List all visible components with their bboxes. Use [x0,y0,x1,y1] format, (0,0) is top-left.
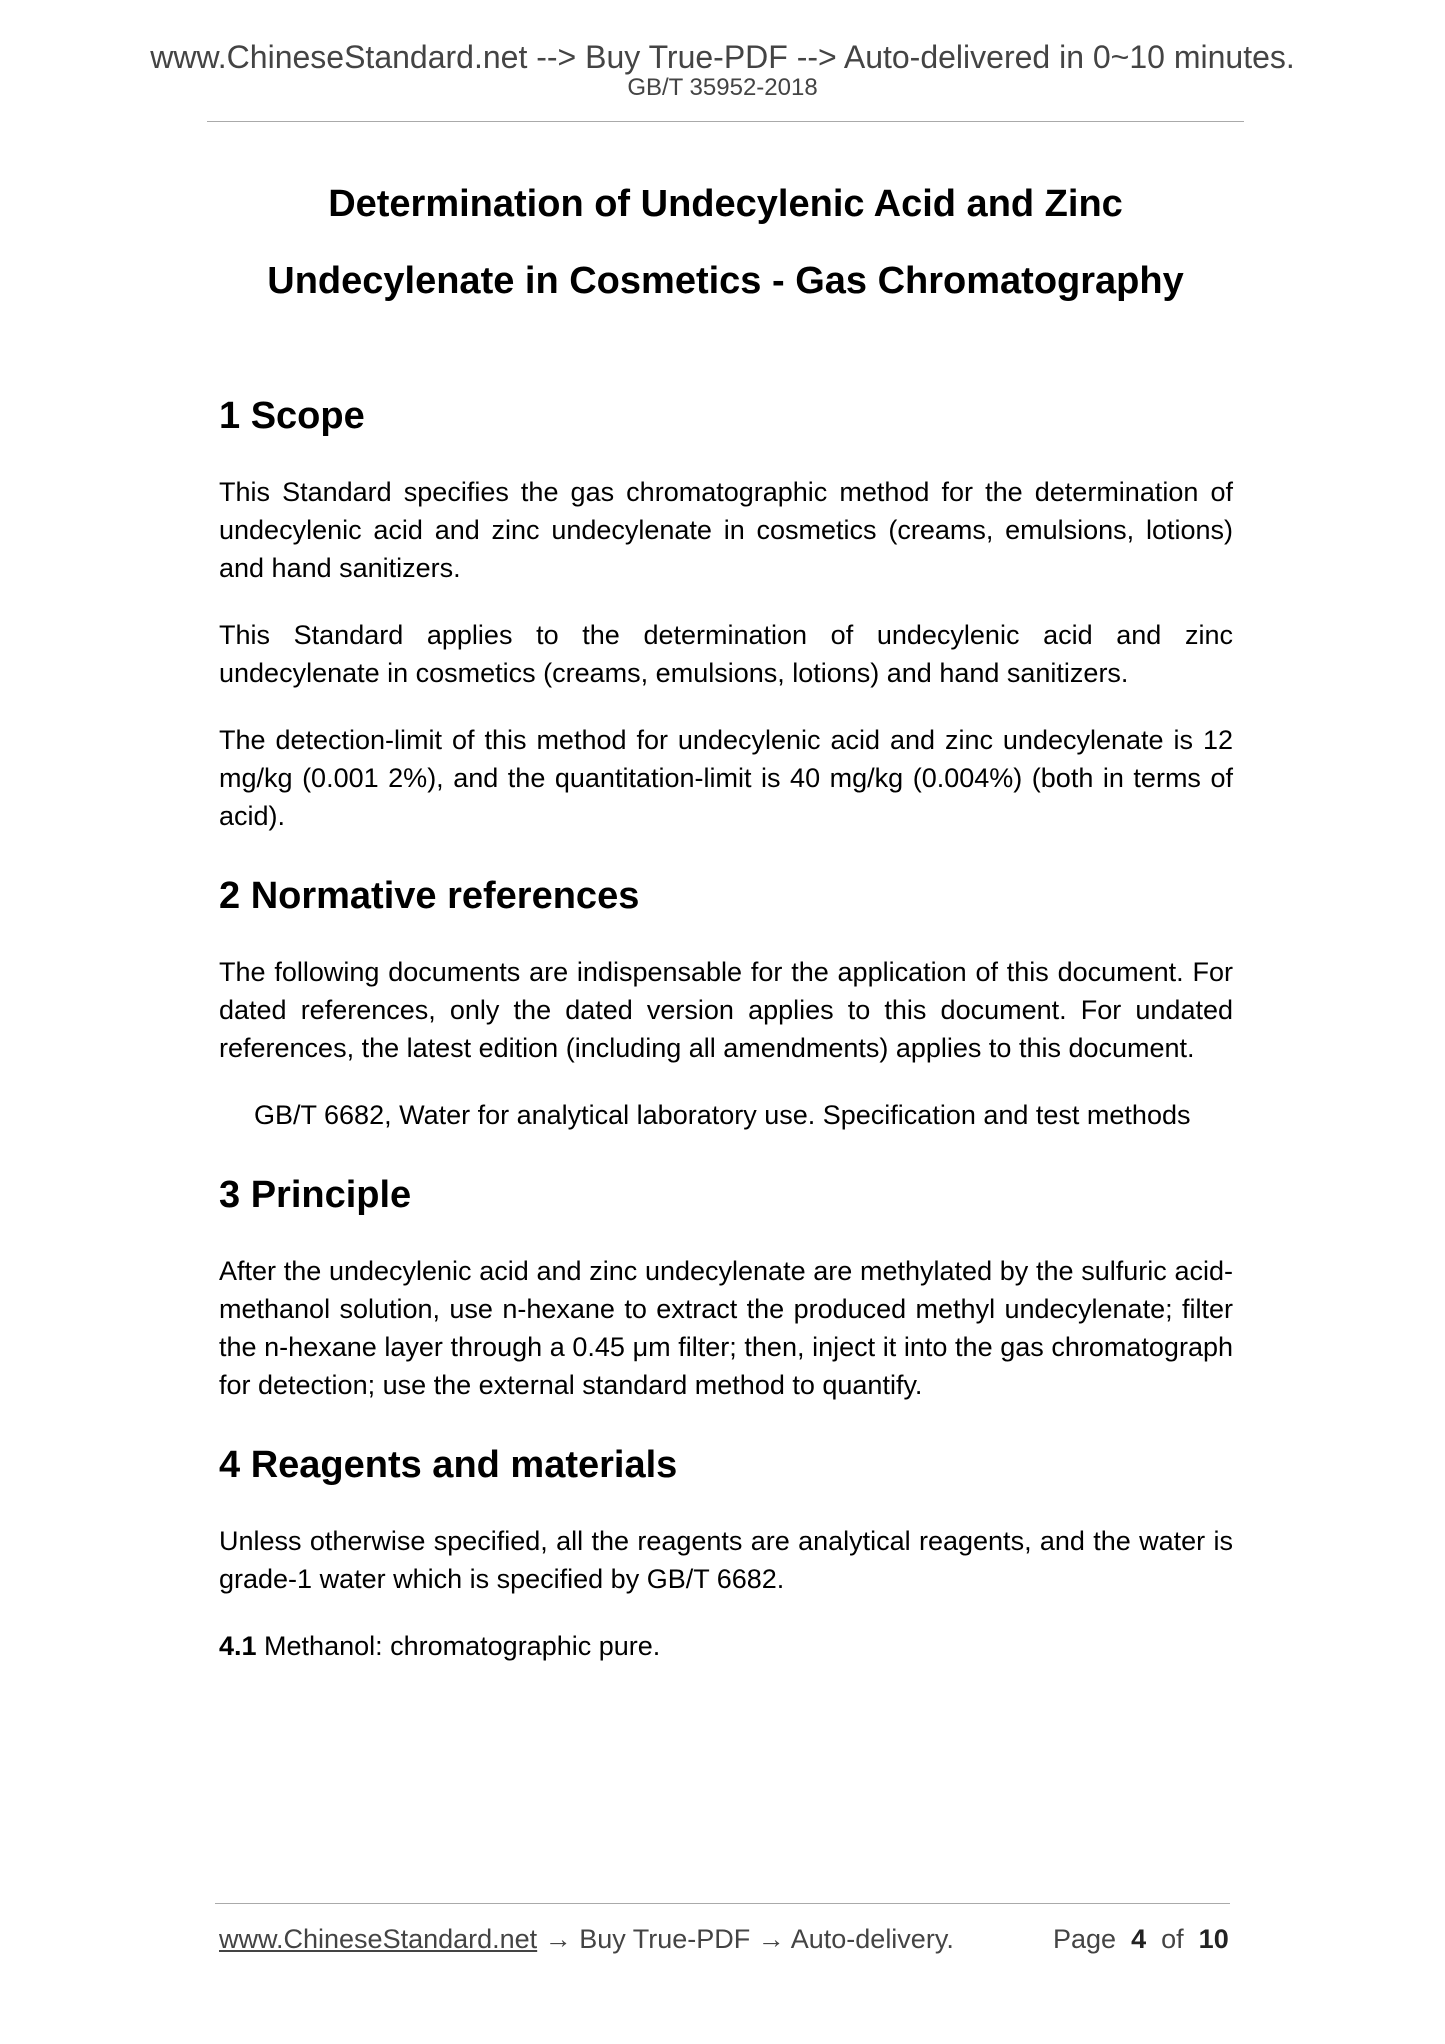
footer-website-link[interactable]: www.ChineseStandard.net [219,1924,538,1954]
scope-paragraph-2: This Standard applies to the determination of undecylenic acid and zinc undecylenate in cosmetics (creams, emulsions, lotions) and hand sanitizers. [219,620,1233,688]
standard-code: GB/T 35952-2018 [627,74,818,101]
scope-paragraph-3: The detection-limit of this method for undecylenic acid and zinc undecylenate is 12 mg/kg (0.001 2%), and the quantitation-limit is 40 mg/kg (0.004%) (both in terms of acid). [219,725,1233,831]
header-divider [207,121,1244,122]
footer-divider [215,1903,1230,1904]
page-indicator [1053,1922,1229,1956]
footer-promo [219,1922,954,1956]
section-normative-references [219,872,1233,1134]
of-label: of [1161,1924,1184,1954]
reagent-item-number: 4.1 [219,1631,257,1661]
section-scope [219,392,1233,835]
reagents-paragraph-1: Unless otherwise specified, all the reagents are analytical reagents, and the water is grade-1 water which is specified by GB/T 6682. [219,1526,1233,1594]
total-pages: 10 [1198,1924,1229,1954]
principle-paragraph-1: After the undecylenic acid and zinc undecylenate are methylated by the sulfuric acid-methanol solution, use n-hexane to extract the produced methyl undecylenate; filter the n-hexane layer through a 0.45 μm filter; then, inject it into the gas chromatograph for detection; use the external standard method to quantify. [219,1256,1233,1400]
section-heading-normative: 2 Normative references [219,875,640,917]
section-reagents [219,1441,1233,1665]
page-label: Page [1053,1924,1117,1954]
title-line-2: Undecylenate in Cosmetics - Gas Chromatography [267,260,1184,302]
footer-tagline: → Buy True-PDF → Auto-delivery. [537,1924,954,1954]
top-banner: www.ChineseStandard.net --> Buy True-PDF --> Auto-delivered in 0~10 minutes. [150,39,1295,75]
reagent-item-4-1 [219,1627,1233,1665]
scope-paragraph-1: This Standard specifies the gas chromatographic method for the determination of undecylenic acid and zinc undecylenate in cosmetics (creams, emulsions, lotions) and hand sanitizers. [219,477,1233,583]
current-page-number: 4 [1131,1924,1147,1954]
section-heading-principle: 3 Principle [219,1174,412,1216]
reference-item-gbt-6682: GB/T 6682, Water for analytical laboratory use. Specification and test methods [254,1100,1191,1130]
title-line-1: Determination of Undecylenic Acid and Zinc [328,183,1123,225]
document-title [190,166,1261,320]
section-principle [219,1171,1233,1404]
normative-paragraph-1: The following documents are indispensable for the application of this document. For dated references, only the dated version applies to this document. For undated references, the latest edition (including all amendments) applies to this document. [219,957,1233,1063]
section-heading-scope: 1 Scope [219,395,365,437]
section-heading-reagents: 4 Reagents and materials [219,1444,678,1486]
document-body [219,392,1233,1694]
reagent-item-text: Methanol: chromatographic pure. [256,1631,661,1661]
